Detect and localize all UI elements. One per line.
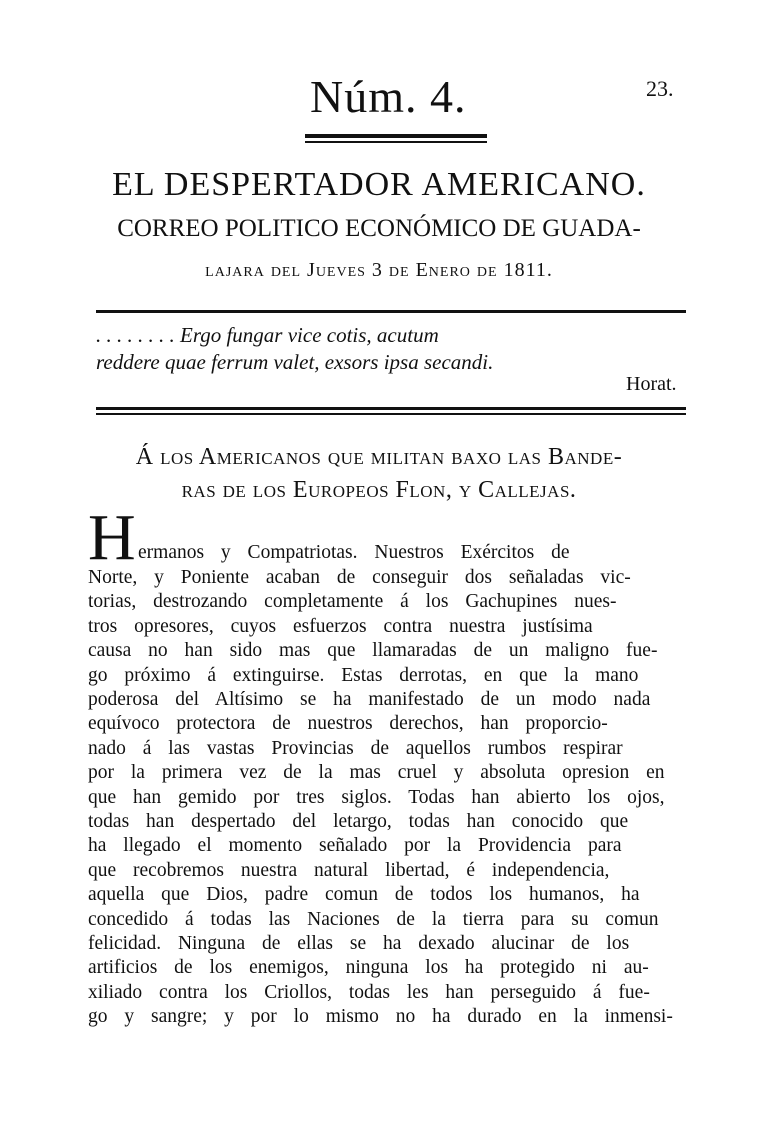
- masthead-rule: [96, 310, 686, 313]
- body-line: concedido á todas las Naciones de la tierra para su comun: [88, 908, 659, 930]
- body-line: Norte, y Poniente acaban de conseguir dos señaladas vic-: [88, 567, 631, 588]
- article-heading: [0, 441, 758, 507]
- body-line: por la primera vez de la mas cruel y absoluta opresion en: [88, 762, 665, 784]
- body-line: felicidad. Ninguna de ellas se ha dexado alucinar de los: [88, 933, 630, 954]
- issue-number: Núm. 4.: [310, 71, 467, 122]
- masthead-subtitle: CORREO POLITICO ECONÓMICO DE GUADA-: [117, 215, 641, 242]
- epigraph-rule-thick: [96, 407, 686, 410]
- article-heading-line-2: ras de los Europeos Flon, y Callejas.: [181, 477, 577, 503]
- page-number: 23.: [646, 76, 674, 101]
- body-line: go próximo á extinguirse. Estas derrotas, en que la mano: [88, 664, 639, 686]
- body-line: go y sangre; y por lo mismo no ha durado en la inmensi-: [88, 1006, 673, 1028]
- body-line: que recobremos nuestra natural libertad, é independencia,: [88, 859, 610, 881]
- body-line: artificios de los enemigos, ninguna los ha protegido ni au-: [88, 957, 649, 979]
- epigraph-rule-thin: [96, 413, 686, 415]
- drop-cap: H: [88, 501, 136, 574]
- epigraph-attribution: Horat.: [626, 373, 677, 395]
- body-line: poderosa del Altísimo se ha manifestado de un modo nada: [88, 689, 651, 710]
- body-line: que han gemido por tres siglos. Todas han abierto los ojos,: [88, 786, 665, 808]
- body-line: tros opresores, cuyos esfuerzos contra nuestra justísima: [88, 615, 593, 637]
- body-line: xiliado contra los Criollos, todas les han perseguido á fue-: [88, 981, 650, 1003]
- body-line: torias, destrozando completamente á los Gachupines nues-: [88, 591, 617, 613]
- body-line: aquella que Dios, padre comun de todos los humanos, ha: [88, 884, 640, 906]
- body-line: nado á las vastas Provincias de aquellos rumbos respirar: [88, 737, 623, 759]
- body-line: todas han despertado del letargo, todas han conocido que: [88, 811, 629, 832]
- masthead-dateline: lajara del Jueves 3 de Enero de 1811.: [205, 259, 553, 281]
- epigraph-line-1: . . . . . . . . Ergo fungar vice cotis, acutum: [96, 323, 439, 347]
- issue-underline-thick: [305, 134, 487, 138]
- article-heading-line-1: Á los Americanos que militan baxo las Bande-: [135, 444, 623, 470]
- epigraph: [96, 322, 493, 376]
- epigraph-line-2: reddere quae ferrum valet, exsors ipsa secandi.: [96, 350, 494, 374]
- masthead-title: EL DESPERTADOR AMERICANO.: [112, 166, 646, 203]
- body-first-line: ermanos y Compatriotas. Nuestros Exércitos de: [138, 542, 570, 563]
- body-line: ha llegado el momento señalado por la Providencia para: [88, 835, 622, 857]
- body-line: causa no han sido mas que llamaradas de un maligno fue-: [88, 640, 658, 662]
- body-line: equívoco protectora de nuestros derechos, han proporcio-: [88, 713, 608, 735]
- issue-underline-thin: [305, 141, 487, 143]
